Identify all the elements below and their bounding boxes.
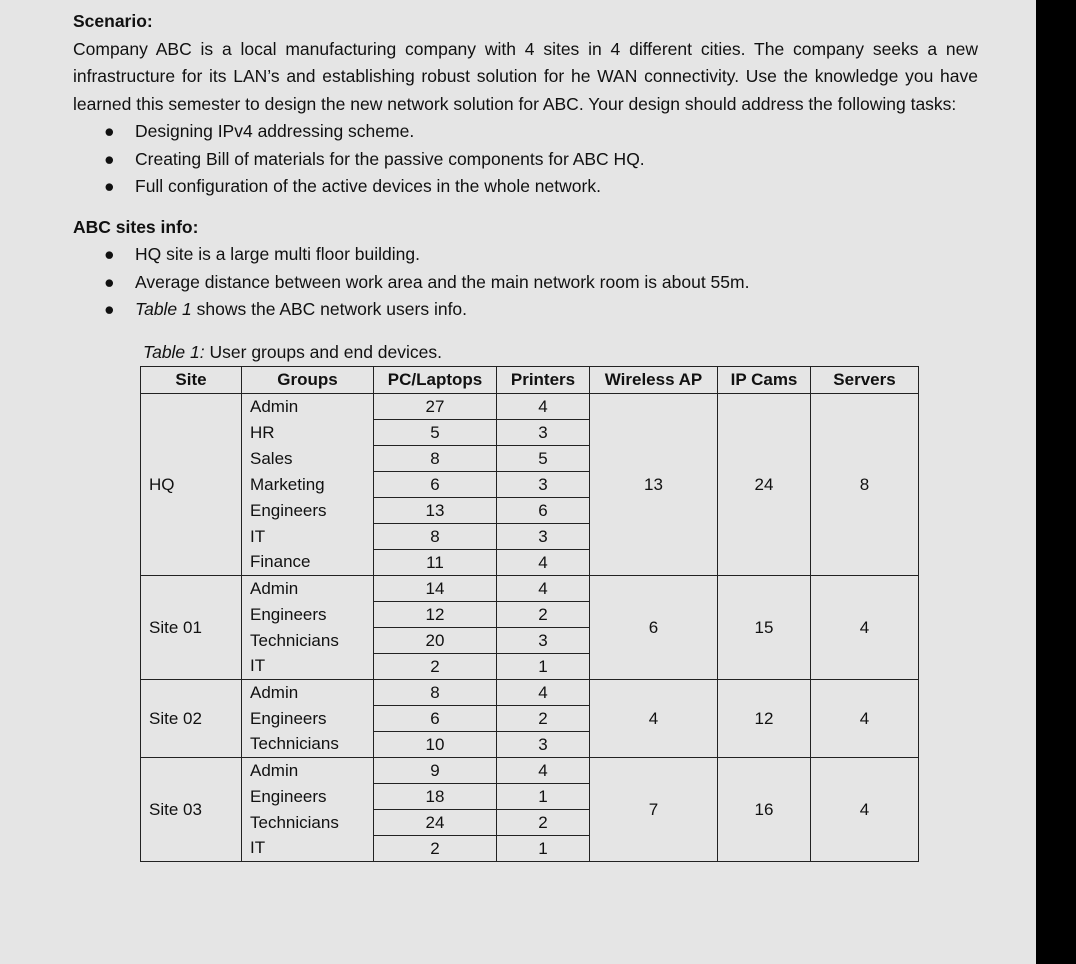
group-cell: Finance xyxy=(242,549,374,575)
ip-cams-cell: 15 xyxy=(718,575,811,679)
printers-cell: 6 xyxy=(497,497,590,523)
servers-cell: 4 xyxy=(811,757,919,861)
servers-cell: 4 xyxy=(811,575,919,679)
pcs-cell: 13 xyxy=(374,497,497,523)
printers-cell: 3 xyxy=(497,731,590,757)
pcs-cell: 27 xyxy=(374,393,497,419)
site-cell: Site 02 xyxy=(141,679,242,757)
document xyxy=(73,8,978,862)
right-edge-bar xyxy=(1036,0,1076,964)
table-row xyxy=(141,757,919,783)
printers-cell: 1 xyxy=(497,653,590,679)
site-cell: HQ xyxy=(141,393,242,575)
table-row xyxy=(141,575,919,601)
printers-cell: 4 xyxy=(497,549,590,575)
table-ref: Table 1 xyxy=(135,299,192,319)
pcs-cell: 8 xyxy=(374,445,497,471)
sites-info-item xyxy=(73,241,978,269)
wireless-ap-cell: 13 xyxy=(590,393,718,575)
table-header-row xyxy=(141,366,919,393)
table-row xyxy=(141,393,919,419)
task-item xyxy=(73,146,978,174)
wireless-ap-cell: 7 xyxy=(590,757,718,861)
printers-cell: 2 xyxy=(497,705,590,731)
printers-cell: 4 xyxy=(497,393,590,419)
bullet-icon: ● xyxy=(104,148,115,169)
sites-info-item xyxy=(73,296,978,324)
pcs-cell: 6 xyxy=(374,471,497,497)
scenario-heading: Scenario: xyxy=(73,11,153,31)
pcs-cell: 6 xyxy=(374,705,497,731)
task-item xyxy=(73,118,978,146)
group-cell: HR xyxy=(242,419,374,445)
printers-cell: 3 xyxy=(497,419,590,445)
printers-cell: 3 xyxy=(497,627,590,653)
ip-cams-cell: 16 xyxy=(718,757,811,861)
printers-cell: 1 xyxy=(497,835,590,861)
servers-cell: 8 xyxy=(811,393,919,575)
table-row xyxy=(141,679,919,705)
bullet-icon: ● xyxy=(104,271,115,292)
sites-info-text: Average distance between work area and the main network room is about 55m. xyxy=(135,271,750,292)
task-text: Creating Bill of materials for the passive components for ABC HQ. xyxy=(135,148,645,169)
bullet-icon: ● xyxy=(104,121,115,141)
site-cell: Site 03 xyxy=(141,757,242,861)
task-item xyxy=(73,173,978,201)
column-header: IP Cams xyxy=(718,366,811,393)
pcs-cell: 2 xyxy=(374,835,497,861)
group-cell: Admin xyxy=(242,393,374,419)
group-cell: Admin xyxy=(242,679,374,705)
pcs-cell: 12 xyxy=(374,601,497,627)
printers-cell: 4 xyxy=(497,575,590,601)
column-header: Printers xyxy=(497,366,590,393)
column-header: Servers xyxy=(811,366,919,393)
column-header: Groups xyxy=(242,366,374,393)
group-cell: Sales xyxy=(242,445,374,471)
site-cell: Site 01 xyxy=(141,575,242,679)
column-header: PC/Laptops xyxy=(374,366,497,393)
group-cell: IT xyxy=(242,653,374,679)
task-text: Designing IPv4 addressing scheme. xyxy=(135,121,415,141)
pcs-cell: 8 xyxy=(374,523,497,549)
column-header: Site xyxy=(141,366,242,393)
scenario-paragraph: Company ABC is a local manufacturing company with 4 sites in 4 different cities. The company seeks a new infrastructure for its LAN’s and establishing robust solution for he WAN connectivity. Use the knowledge you have learned this semester to design the new network solution for ABC. Your design should address the following tasks: xyxy=(73,38,978,114)
task-list xyxy=(73,118,978,201)
printers-cell: 2 xyxy=(497,809,590,835)
table-caption xyxy=(143,340,978,365)
users-table xyxy=(140,366,919,862)
pcs-cell: 2 xyxy=(374,653,497,679)
pcs-cell: 18 xyxy=(374,783,497,809)
group-cell: Engineers xyxy=(242,497,374,523)
group-cell: Technicians xyxy=(242,809,374,835)
pcs-cell: 9 xyxy=(374,757,497,783)
bullet-icon: ● xyxy=(104,176,115,196)
servers-cell: 4 xyxy=(811,679,919,757)
sites-info-list xyxy=(73,241,978,324)
pcs-cell: 5 xyxy=(374,419,497,445)
sites-info-text: HQ site is a large multi floor building. xyxy=(135,244,420,264)
printers-cell: 1 xyxy=(497,783,590,809)
column-header: Wireless AP xyxy=(590,366,718,393)
pcs-cell: 8 xyxy=(374,679,497,705)
group-cell: Admin xyxy=(242,575,374,601)
ip-cams-cell: 24 xyxy=(718,393,811,575)
group-cell: Engineers xyxy=(242,783,374,809)
bullet-icon: ● xyxy=(104,299,115,319)
pcs-cell: 24 xyxy=(374,809,497,835)
printers-cell: 4 xyxy=(497,757,590,783)
wireless-ap-cell: 6 xyxy=(590,575,718,679)
group-cell: Engineers xyxy=(242,601,374,627)
group-cell: Technicians xyxy=(242,731,374,757)
printers-cell: 3 xyxy=(497,471,590,497)
printers-cell: 2 xyxy=(497,601,590,627)
task-text: Full configuration of the active devices in the whole network. xyxy=(135,176,601,196)
printers-cell: 3 xyxy=(497,523,590,549)
pcs-cell: 11 xyxy=(374,549,497,575)
pcs-cell: 10 xyxy=(374,731,497,757)
group-cell: Marketing xyxy=(242,471,374,497)
sites-info-item xyxy=(73,269,978,297)
sites-info-heading: ABC sites info: xyxy=(73,216,199,237)
bullet-icon: ● xyxy=(104,244,115,264)
table-caption-text: User groups and end devices. xyxy=(204,341,443,362)
wireless-ap-cell: 4 xyxy=(590,679,718,757)
group-cell: Admin xyxy=(242,757,374,783)
ip-cams-cell: 12 xyxy=(718,679,811,757)
pcs-cell: 20 xyxy=(374,627,497,653)
group-cell: Engineers xyxy=(242,705,374,731)
printers-cell: 5 xyxy=(497,445,590,471)
table-caption-label: Table 1: xyxy=(143,341,205,362)
group-cell: Technicians xyxy=(242,627,374,653)
printers-cell: 4 xyxy=(497,679,590,705)
group-cell: IT xyxy=(242,523,374,549)
pcs-cell: 14 xyxy=(374,575,497,601)
table-ref-text: shows the ABC network users info. xyxy=(191,299,468,319)
group-cell: IT xyxy=(242,835,374,861)
